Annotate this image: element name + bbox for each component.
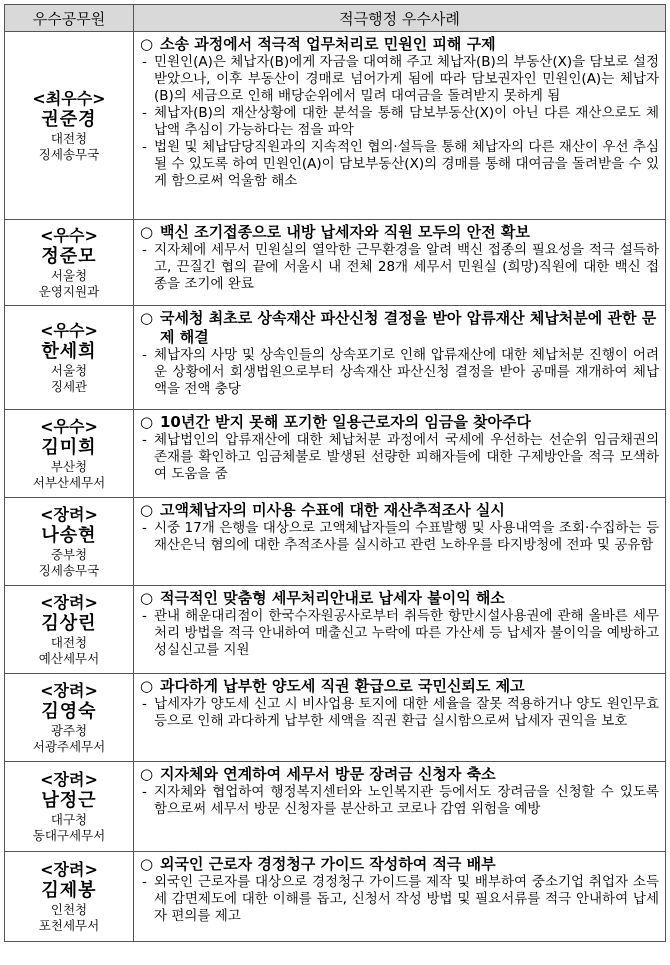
official-dept: 징세송무국 [38, 146, 100, 162]
award-rank: <최우수> [32, 88, 106, 108]
official-office: 부산청 [50, 458, 88, 474]
case-title: ○ 고액체납자의 미사용 수표에 대한 재산추적조사 실시 [140, 501, 505, 519]
case-title: ○ 백신 조기접종으로 내방 납세자와 직원 모두의 안전 확보 [140, 223, 530, 241]
case-bullet: - 민원인(A)은 체납자(B)에게 자금을 대여해 주고 체납자(B)의 부동산(X)을 담보로 설정 받았으나, 이후 부동산이 경매로 넘어가게 됨에 따라 담보권자인 민원인(A)는 체납자(B)의 세금으로 인해 배당순위에서 밀려 대여금을 돌려받지 못하게 됨 [142, 54, 659, 104]
official-dept: 동대구세무서 [32, 827, 106, 843]
official-cell [5, 762, 134, 852]
case-bullet: - 시중 17개 은행을 대상으로 고액체납자들의 수표발행 및 사용내역을 조회·수집하는 등 재산은닉 혐의에 대한 추적조사를 실시하고 관련 노하우를 타지방청에 전파 및 공유함 [142, 520, 659, 553]
case-title: ○ 10년간 받지 못해 포기한 일용근로자의 임금을 찾아주다 [140, 413, 531, 431]
table-row [5, 220, 666, 306]
table-row [5, 32, 666, 220]
official-cell [5, 852, 134, 942]
official-cell [5, 674, 134, 762]
official-name: 김미희 [41, 436, 97, 458]
case-title: ○ 과다하게 납부한 양도세 직권 환급으로 국민신뢰도 제고 [140, 677, 525, 695]
case-bullet: - 법원 및 체납담당직원과의 지속적인 협의·설득을 통해 체납자의 다른 재산이 우선 추심될 수 있도록 하여 민원인(A)이 담보부동산(X)의 경매를 통해 대여금을 돌려받을 수 있게 함으로써 억울함 해소 [142, 139, 659, 189]
circle-marker: ○ [140, 309, 154, 327]
header-official: 우수공무원 [5, 5, 134, 32]
official-name: 나송현 [41, 524, 97, 546]
official-dept: 서부산세무서 [32, 474, 106, 490]
circle-marker: ○ [140, 501, 154, 519]
official-name: 김상린 [41, 612, 97, 634]
official-dept: 징세송무국 [38, 562, 100, 578]
official-office: 서울청 [50, 362, 88, 378]
circle-marker: ○ [140, 677, 154, 695]
table-row [5, 410, 666, 498]
circle-marker: ○ [140, 35, 154, 53]
award-rank: <장려> [40, 504, 98, 524]
official-dept: 서광주세무서 [32, 738, 106, 754]
header-case: 적극행정 우수사례 [134, 5, 666, 32]
official-dept: 포천세무서 [38, 917, 100, 933]
case-cell [134, 498, 666, 586]
circle-marker: ○ [140, 765, 154, 783]
award-rank: <우수> [40, 225, 98, 245]
awards-table [4, 4, 666, 942]
official-office: 광주청 [50, 722, 88, 738]
award-rank: <우수> [40, 320, 98, 340]
case-bullet: - 지자체와 협업하여 행정복지센터와 노인복지관 등에서도 장려금을 신청할 수 있도록 함으로써 세무서 방문 신청자를 분산하고 코로나 감염 위험을 예방 [142, 784, 659, 817]
table-row [5, 762, 666, 852]
table-row [5, 498, 666, 586]
case-bullet: - 체납자의 사망 및 상속인들의 상속포기로 인해 압류재산에 대한 체납처분 진행이 어려운 상황에서 회생법원으로부터 상속재산 파산신청 결정을 받아 공매를 재개하여 체납액을 전액 충당 [142, 347, 659, 397]
case-cell [134, 410, 666, 498]
official-name: 김제봉 [41, 879, 97, 901]
official-name: 김영숙 [41, 700, 97, 722]
official-office: 대구청 [50, 811, 88, 827]
table-row [5, 852, 666, 942]
official-name: 남정근 [41, 789, 97, 811]
official-name: 정준모 [41, 245, 97, 267]
case-bullet: - 외국인 근로자를 대상으로 경정청구 가이드를 제작 및 배부하여 중소기업 취업자 소득세 감면제도에 대한 이해를 돕고, 신청서 작성 방법 및 필요서류를 적극 안내하여 납세자 편의를 제고 [142, 874, 659, 924]
award-rank: <장려> [40, 680, 98, 700]
official-cell [5, 306, 134, 410]
official-cell [5, 586, 134, 674]
official-office: 서울청 [50, 267, 88, 283]
case-cell [134, 852, 666, 942]
table-row [5, 586, 666, 674]
official-dept: 징세관 [50, 378, 88, 394]
circle-marker: ○ [140, 413, 154, 431]
case-title: ○ 적극적인 맞춤형 세무처리안내로 납세자 불이익 해소 [140, 589, 505, 607]
table-row [5, 306, 666, 410]
case-bullet: - 체납자(B)의 재산상황에 대한 분석을 통해 담보부동산(X)이 아닌 다른 재산으로도 체납액 추심이 가능하다는 점을 파악 [142, 105, 659, 138]
case-cell [134, 762, 666, 852]
case-cell [134, 674, 666, 762]
case-title: ○ 외국인 근로자 경정청구 가이드 작성하여 적극 배부 [140, 855, 496, 873]
circle-marker: ○ [140, 855, 154, 873]
official-office: 대전청 [50, 130, 88, 146]
official-cell [5, 32, 134, 220]
official-office: 인천청 [50, 901, 88, 917]
award-rank: <장려> [40, 769, 98, 789]
case-cell [134, 306, 666, 410]
case-title: ○ 소송 과정에서 적극적 업무처리로 민원인 피해 구제 [140, 35, 496, 53]
case-bullet: - 체납법인의 압류재산에 대한 체납처분 과정에서 국세에 우선하는 선순위 임금채권의 존재를 확인하고 임금체불로 발생된 선량한 피해자들에 대한 구제방안을 적극 모색하여 도움을 줌 [142, 432, 659, 482]
official-dept: 운영지원과 [38, 283, 100, 299]
case-title: ○ 지자체와 연계하여 세무서 방문 장려금 신청자 축소 [140, 765, 496, 783]
official-name: 한세희 [41, 340, 97, 362]
official-cell [5, 410, 134, 498]
official-cell [5, 220, 134, 306]
circle-marker: ○ [140, 589, 154, 607]
official-cell [5, 498, 134, 586]
case-bullet: - 납세자가 양도세 신고 시 비사업용 토지에 대한 세율을 잘못 적용하거나 양도 원인무효 등으로 인해 과다하게 납부한 세액을 직권 환급 실시함으로써 납세자 권익을 보호 [142, 696, 659, 729]
official-office: 대전청 [50, 634, 88, 650]
case-cell [134, 220, 666, 306]
official-dept: 예산세무서 [38, 650, 100, 666]
case-bullet: - 관내 해운대리점이 한국수자원공사로부터 취득한 항만시설사용권에 관해 올바른 세무처리 방법을 적극 안내하여 매출신고 누락에 따른 가산세 등 납세자 불이익을 예방하고 성실신고를 지원 [142, 608, 659, 658]
case-title: ○ 국세청 최초로 상속재산 파산신청 결정을 받아 압류재산 체납처분에 관한 문제 해결 [140, 309, 657, 346]
case-bullet: - 지자체에 세무서 민원실의 열악한 근무환경을 알려 백신 접종의 필요성을 적극 설득하고, 끈질긴 협의 끝에 서울시 내 전체 28개 세무서 민원실 (희망)직원에 대한 백신 접종을 조기에 완료 [142, 242, 659, 292]
case-cell [134, 32, 666, 220]
official-name: 권준경 [41, 108, 97, 130]
case-cell [134, 586, 666, 674]
table-header-row [5, 5, 666, 32]
circle-marker: ○ [140, 223, 154, 241]
award-rank: <장려> [40, 592, 98, 612]
official-office: 중부청 [50, 546, 88, 562]
award-rank: <우수> [40, 416, 98, 436]
award-rank: <장려> [40, 859, 98, 879]
table-row [5, 674, 666, 762]
